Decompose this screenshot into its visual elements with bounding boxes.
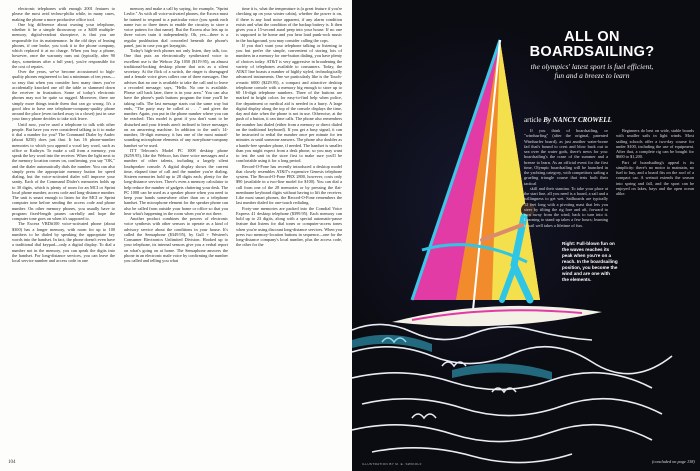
right-page <box>352 0 700 471</box>
text-column-3 <box>236 6 342 458</box>
text-column-1 <box>12 6 115 458</box>
paragraph: skill and their stamina. To take your place at the start line, all you need is a board, a sail and a willingness to get wet. Sailboards are typically 12 feet long with a pivoting mast that lets you steer by tilting the rig fore and aft, forward to turn away from the wind, back to turn into it. Learning to stand up takes a few hours; learning to sail well takes a lifetime of fun. <box>524 185 608 228</box>
paragraph: Until now, you've used a telephone to talk with other people. But have you ever considered talking to it to make it dial a number for you? The Command Dialer by Audec (about $250) does just that. It has 16 phone-number memories to which you append a vocal key word, such as office or Kathryn. To make a call from a memory, you speak the key word into the receiver. When the light next to the memory location comes on, confirming, you say "OK," and the dialer automatically dials the number. You can also simply press the appropriate memory button for speed dialing, but the voice-activated dialer will improve your sanity. Each of the Command Dialer's memories holds up to 30 digits, which is plenty of room for an MCI or Sprint local phone number, access code and long-distance number. The unit is smart enough to listen for the MCI or Sprint computer tone before sending the access code and phone number. On other memory phones, you usually have to program fixed-length pauses carefully and hope the computer tone goes on when it's supposed to. <box>12 121 115 221</box>
paragraph: time it is, what the temperature is (a great feature if you're checking up on your winter cabin), whether the power is on, if there is any loud noise apparent, if any alarm condition exists and what the condition of the backup battery is. It then gives you a 15-second aural peep into your house. If no one is supposed to be home and you hear loud punk-rock music in the background, you may consider calling the cops. <box>236 6 342 43</box>
paragraph: Over the years, we've become accustomed to high-quality phones engineered to last a minimum of ten years—so easy that when you consider how many times you've accidentally knocked one off the table or slammed down the receiver in frustration. Some of today's electronic phones may not be quite so rugged. Moreover, there are simply more things inside them that can go wrong. It's a good idea to have one telephone-company-quality phone around the place (even tucked away in a closet) just in case your fancy phone decides to take sick leave. <box>12 69 115 122</box>
paragraph: One big difference about owning your telephone, whether it be a simple throwaway or a $400 multiple-memory, digital-readout showpiece, is that you are responsible for its maintenance. In the old days of leasing phones, if one broke, you took it to the phone company, which replaced it at no charge. When you buy a phone, however, once the warranty runs out (typically, after 90 days, sometimes after a full year), you're responsible for the cost of repairs. <box>12 21 115 69</box>
paragraph: Part of boardsailing's appeal is its simplicity: there's no motor to maintain, no fuel to buy, and a board fits on the roof of a compact car. A wetsuit extends the season into spring and fall, and the sport can be enjoyed on lakes, bays and the open ocean alike. <box>616 159 694 196</box>
paragraph: Today's high-tech phones not only listen, they talk, too. One that puts an electronically synthesized voice to excellent use is the Webcor Zip 1050 ($119.95), an almost traditional-looking desktop phone that acts as a silent secretary. At the flick of a switch, the ringer is disengaged and a female voice gives callers one of three messages. One advises that no one is available to take the call and to leave a recorded message; says, "Hello. No one is available. Please call back later, there is in your area." You can also have the phone's push buttons program the time you'll be taking calls. The last message starts out the same way but ends, "The party may be called at . . ." and gives the number. Again, you put in the phone number where you can be reached. This model is great if you don't want to be disturbed and your friends aren't inclined to leave messages on an answering machine. In addition to the unit's 14-number, 16-digit memory, it has one of the most natural-sounding microphone elements of any non-phone-company handset we've used. <box>124 48 228 148</box>
page-number: 104 <box>8 460 16 465</box>
paragraph: electronic telephones with enough 2001 features to please the most avid techno-philia while, in many cases, making the phone a more productive office tool. <box>12 6 115 22</box>
text-column-2 <box>124 6 228 458</box>
paragraph: ITT Telecom's Model PC 1008 desktop phone ($259.95), like the Webcor, has three voice messages and a number of other talents, including a largely silent loudspeaker console. A digital display shows the current time, elapsed time of call and the number you're dialing. Sixteen memories hold up to 28 digits each, plenty for the long-distance services. There's even a memory calculator to help reduce the number of gadgets cluttering your desk. The PC 1008 can be used as a speaker phone when you need to keep your hands somewhere other than on a telephone handset. The microphone element for the speaker phone can also be called from outside your home or office so that you hear what's happening in the room when you're not there. <box>124 147 228 216</box>
byline-prefix: article <box>524 116 542 124</box>
article-subtitle: the olympics' latest sport is fuel efficient, fun and a breeze to learn <box>530 62 654 80</box>
illustration-caption: Right: Full-blown fun on the waves reaches its peak when you're on a reach. In the boardsailing position, you become the wind and are one with the elements. <box>562 241 618 282</box>
paragraph: Forty-one memories are packed into the Comdial Voice Express 41 desktop telephone ($399.95). Each memory can hold up to 23 digits, along with a special automatic-pause feature that listens for dial tones or computer-access tones when you're using discount long-distance services. When you press two memory-location buttons in sequence—one for the long-distance company's local number, plus the access code, the other for the <box>236 205 342 248</box>
paragraph: If you don't want your telephone talking or listening to you but prefer the simple, convenient of storing lots of numbers in a memory for one-button dialing, you have plenty of choices today. AT&T is very aggressive in broadening the variety of telephones available to consumers. Today, the AT&T line boasts a number of highly styled, technologically advanced instruments. One we particularly like is the Touch-a-matic 6000 ($229.95), a compact and attractive desktop telephone console with a memory big enough to store up to 60 16-digit telephone numbers. Three of the buttons are marked in bright colors for easy-to-find help when police, fire department or medical aid is needed in a hurry. A large digital display along the top of the console displays the time, day and date when the phone is not in use. Otherwise, at the push of a button, it can time calls. The phone also remembers the number last dialed (either from a memory or direct dialed on the traditional keyboard). If you get a busy signal, it can be instructed to redial the number once per minute for ten minutes or until someone answers. The phone also doubles as a hands-free speaker phone, if needed. The handset is smaller than you might expect from a desk phone, so you may want to test the unit in the store first to make sure you'll be comfortable using it for a long period. <box>236 42 342 164</box>
article-column-1 <box>524 128 608 463</box>
paragraph: The Excera VRD#100 voice-activated phone (about $300) has a longer memory, with room for up to 100 numbers to be dialed by speaking the appropriate key words into the handset. In fact, the phone doesn't even have a traditional dial keypad—only a digital display. To dial a number not in the memory, you can speak the digits into the handset. For long-distance services, you can leave the local service number and access code in one <box>12 221 115 263</box>
paragraph: Record-O-Fone has recently introduced a desktop model that closely resembles AT&T's expensive Genesis telephone system. The Record-O-Fone PBX 2800, however, costs only $90 (available in a two-line model for $100). You can dial a call from one of the 28 memories or by pressing the flat-membrane keyboard digits without having to lift the receiver. Like most smart phones, the Record-O-Fone remembers the last number dialed for one-touch redialing. <box>236 163 342 206</box>
byline <box>524 116 674 124</box>
byline-author: By NANCY CROWELL <box>543 116 612 124</box>
paragraph: Another product combines the powers of electronic voice synthesis with other sensors to operate as a kind of advisory service about the conditions in your house. It's called the Sensaphone ($349.95), by Gull + Western's Consumer Electronics Unlimited Division. Hooked up to your telephone, its internal sensors give you a verbal report on what's going on at home. The Sensaphone answers the phone in an electronic male voice by confirming the number you called and telling you what <box>124 216 228 263</box>
article-column-2 <box>616 128 694 463</box>
illustration-credit: ILLUSTRATION BY M. E. SWIKOLF <box>362 462 422 466</box>
paragraph: memory and make a call by saying, for example, "Sprint Leslie." As with all voice-activated phones, the Excera must be trained to respond to a particular voice (you speak each name two or three times to enable the circuitry to store a voice pattern for that name). But the Excera also lets up to three voices train it independently. Oh, yes—there is a regular pushbutton dial concealed beneath the phone's panel, just in case you get laryngitis. <box>124 6 228 48</box>
paragraph: If you think of boardsailing, or "windsurfing" (after the original, patented Windsurfer board), as just another water-borne fad that's bound to crest and blow back out to sea over the water gods, there's news for you: boardsailing's the craze of the summer and a breeze to learn. As an official event for the first time, Olympic boardsailing will be launched in the yachting category, with competitors sailing a grueling triangle course that tests both their tactical <box>524 128 608 186</box>
paragraph: Beginners do best on wide, stable boards with smaller sails in light winds. Most sailing schools offer a two-day course for under $100, including the use of equipment. After that, a complete rig can be bought for $600 to $1,200. <box>616 128 694 160</box>
continued-note: (concluded on page 138) <box>652 459 695 464</box>
article-title: ALL ON BOARDSAILING? <box>529 29 655 60</box>
